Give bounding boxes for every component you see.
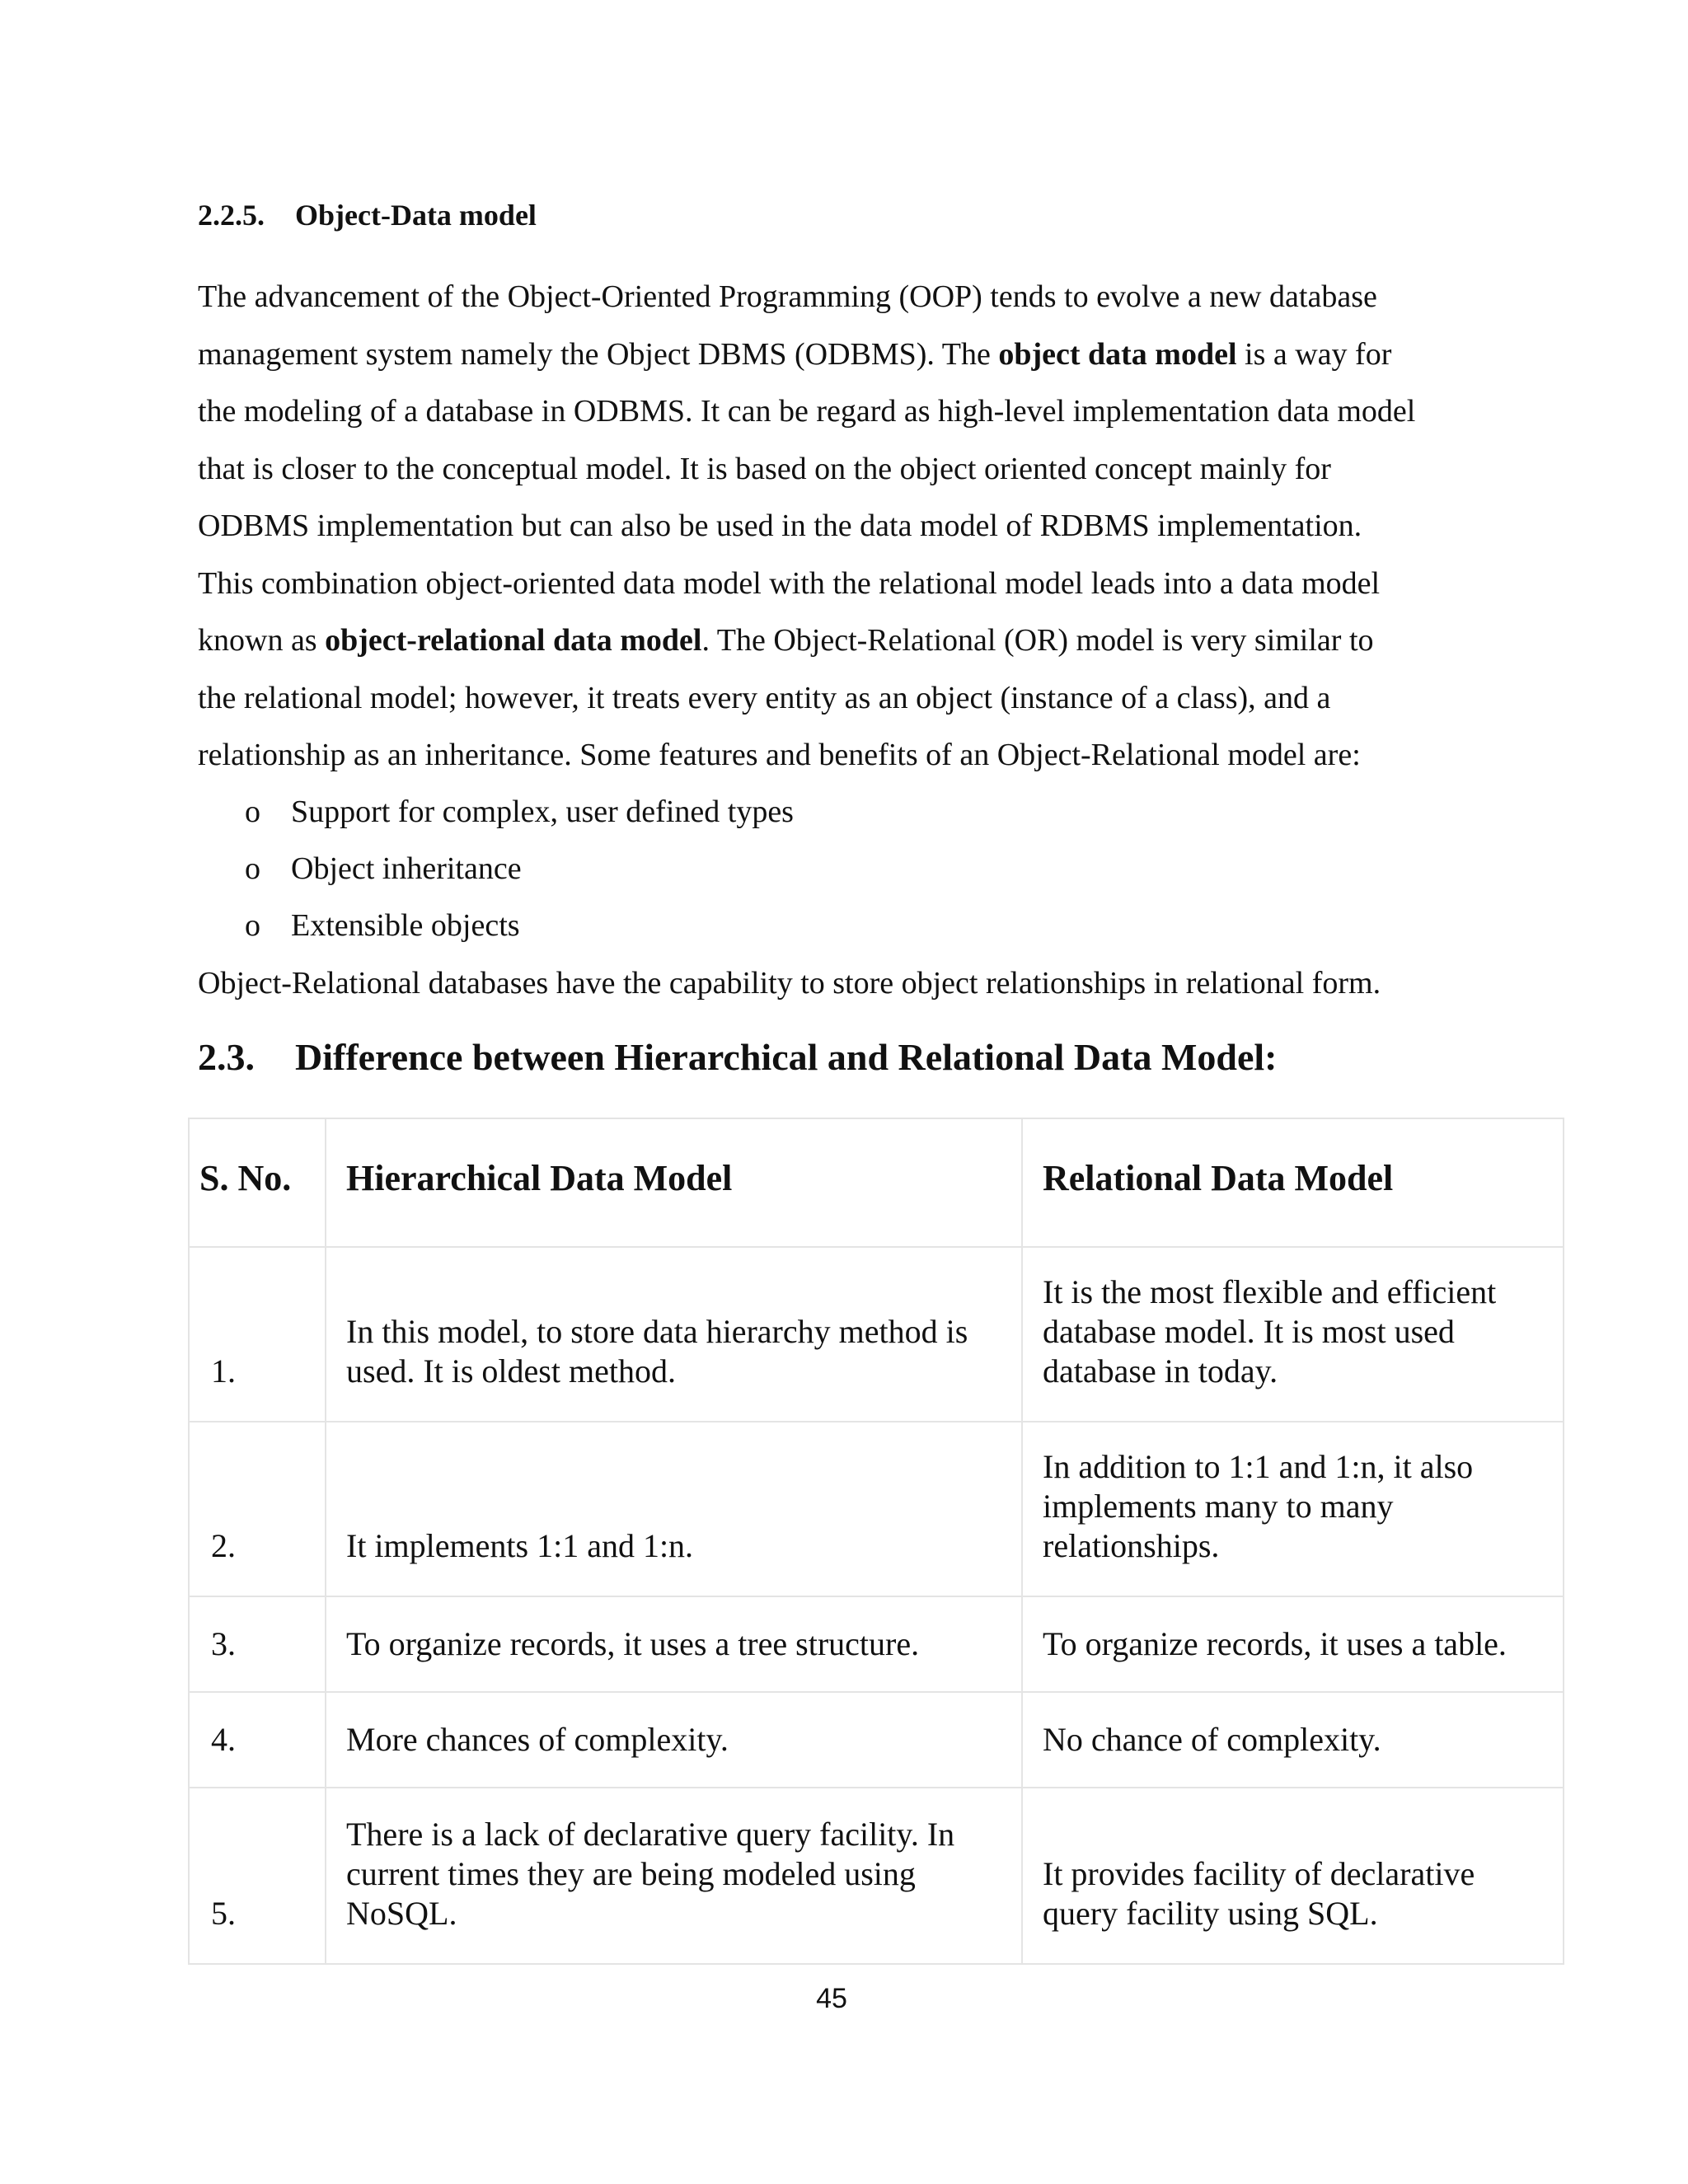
section-title: Difference between Hierarchical and Relational Data Model:	[295, 1036, 1278, 1078]
list-item	[198, 898, 794, 954]
cell-relational	[1022, 1692, 1564, 1788]
closing-sentence: Object-Relational databases have the capability to store object relationships in relational form.	[198, 966, 1381, 1001]
bullet-marker: o	[245, 794, 260, 829]
cell-line: database model. It is most used	[1043, 1313, 1455, 1350]
cell-sno: 1.	[189, 1247, 326, 1422]
subsection-number: 2.2.5.	[198, 199, 265, 232]
paragraph-text: is a way for	[1236, 336, 1392, 372]
cell-hierarchical	[326, 1692, 1022, 1788]
bullet-marker: o	[245, 851, 260, 886]
table-row	[189, 1247, 1564, 1422]
paragraph-line: relationship as an inheritance. Some features and benefits of an Object-Relational model are:	[198, 738, 1361, 772]
cell-line: More chances of complexity.	[346, 1721, 729, 1758]
paragraph-line: This combination object-oriented data model with the relational model leads into a data model	[198, 565, 1381, 601]
term-object-relational-data-model: object-relational data model	[325, 623, 702, 658]
cell-line: implements many to many	[1043, 1488, 1394, 1525]
cell-line: query facility using SQL.	[1043, 1895, 1378, 1932]
list-item	[198, 784, 794, 841]
cell-line: current times they are being modeled using	[346, 1855, 916, 1892]
cell-line: There is a lack of declarative query facility. In	[346, 1816, 955, 1853]
cell-sno: 5.	[189, 1788, 326, 1964]
list-item-text: Extensible objects	[291, 908, 520, 943]
header-relational: Relational Data Model	[1022, 1118, 1564, 1247]
cell-line: used. It is oldest method.	[346, 1352, 676, 1390]
paragraph-line	[198, 326, 1550, 384]
paragraph-text: . The Object-Relational (OR) model is very similar to	[701, 623, 1374, 658]
cell-line: NoSQL.	[346, 1895, 457, 1932]
comparison-table	[188, 1118, 1564, 1965]
bullet-marker: o	[245, 908, 260, 943]
subsection-heading	[198, 198, 537, 232]
cell-hierarchical	[326, 1596, 1022, 1692]
cell-line: In addition to 1:1 and 1:n, it also	[1043, 1448, 1474, 1485]
cell-hierarchical	[326, 1788, 1022, 1964]
table-row	[189, 1596, 1564, 1692]
paragraph-text: known as	[198, 623, 326, 658]
cell-line: To organize records, it uses a tree structure.	[346, 1625, 920, 1662]
cell-line: It provides facility of declarative	[1043, 1855, 1475, 1892]
list-item	[198, 841, 794, 898]
header-hierarchical: Hierarchical Data Model	[326, 1118, 1022, 1247]
intro-paragraph	[198, 269, 1550, 785]
paragraph-line: that is closer to the conceptual model. It is based on the object oriented concept mainly for	[198, 451, 1331, 486]
cell-line: In this model, to store data hierarchy method is	[346, 1313, 968, 1350]
table-row	[189, 1422, 1564, 1596]
table-header-row	[189, 1118, 1564, 1247]
subsection-title: Object-Data model	[295, 199, 537, 232]
cell-sno: 3.	[189, 1596, 326, 1692]
paragraph-line: The advancement of the Object-Oriented Programming (OOP) tends to evolve a new database	[198, 279, 1377, 314]
cell-sno: 2.	[189, 1422, 326, 1596]
list-item-text: Support for complex, user defined types	[291, 794, 794, 829]
cell-relational	[1022, 1788, 1564, 1964]
cell-line: No chance of complexity.	[1043, 1721, 1381, 1758]
cell-relational	[1022, 1247, 1564, 1422]
section-number: 2.3.	[198, 1036, 255, 1078]
paragraph-line: the modeling of a database in ODBMS. It can be regard as high-level implementation data model	[198, 394, 1416, 429]
list-item-text: Object inheritance	[291, 851, 522, 886]
paragraph-line: ODBMS implementation but can also be used in the data model of RDBMS implementation.	[198, 509, 1362, 543]
cell-line: relationships.	[1043, 1527, 1220, 1564]
cell-line: To organize records, it uses a table.	[1043, 1625, 1507, 1662]
table-row	[189, 1788, 1564, 1964]
term-object-data-model: object data model	[998, 336, 1237, 372]
page-number: 45	[816, 1983, 847, 2014]
cell-relational	[1022, 1422, 1564, 1596]
paragraph-text: management system namely the Object DBMS (ODBMS). The	[198, 336, 999, 372]
cell-relational	[1022, 1596, 1564, 1692]
header-sno: S. No.	[189, 1118, 326, 1247]
section-heading	[198, 1035, 1278, 1079]
cell-line: database in today.	[1043, 1352, 1278, 1390]
cell-hierarchical	[326, 1422, 1022, 1596]
cell-line: It is the most flexible and efficient	[1043, 1273, 1497, 1310]
cell-hierarchical	[326, 1247, 1022, 1422]
table-row	[189, 1692, 1564, 1788]
feature-list	[198, 784, 794, 954]
cell-sno: 4.	[189, 1692, 326, 1788]
cell-line: It implements 1:1 and 1:n.	[346, 1527, 694, 1564]
paragraph-line	[198, 612, 1550, 670]
paragraph-line: the relational model; however, it treats every entity as an object (instance of a class), and a	[198, 680, 1331, 715]
